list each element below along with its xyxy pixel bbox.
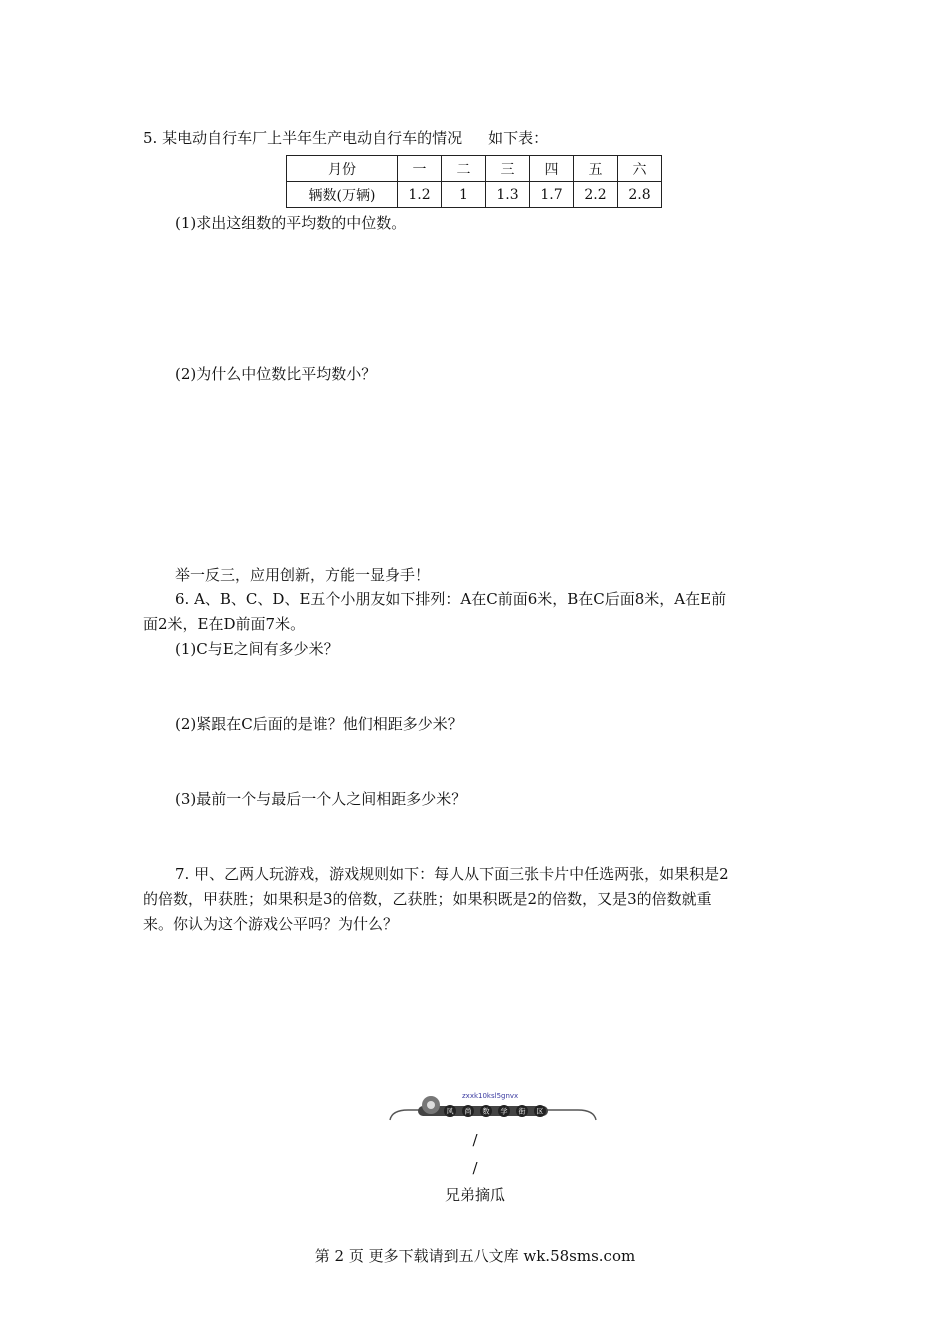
table-cell: 1 [442,182,486,208]
site-logo [388,1088,598,1128]
table-header-cell: 二 [442,156,486,182]
table-cell: 1.2 [398,182,442,208]
production-table [286,155,662,208]
q5-intro [143,128,548,148]
table-header-cell: 月份 [287,156,398,182]
q5-intro-b: 如下表： [488,129,549,147]
table-cell: 辆数(万辆) [287,182,398,208]
q6-sub2: (2)紧跟在C后面的是谁？他们相距多少米？ [175,715,463,733]
table-cell: 1.3 [486,182,530,208]
table-header-row [287,156,662,182]
q6-sub3: (3)最前一个与最后一个人之间相距多少米？ [175,790,467,808]
page-footer: 第 2 页 更多下载请到五八文库 wk.58sms.com [314,1247,636,1265]
q6-line2: 面2米，E在D前面7米。 [143,615,306,633]
logo-small-text: zxxk10ksl5gnvx [462,1092,519,1100]
logo-char: 街 [518,1107,526,1116]
slash-1: / [472,1131,478,1149]
table-header-cell: 五 [574,156,618,182]
logo-char: 数 [482,1107,490,1116]
table-header-cell: 六 [618,156,662,182]
q7-line3: 来。你认为这个游戏公平吗？为什么？ [143,915,399,933]
table-cell: 1.7 [530,182,574,208]
logo-char: 区 [536,1107,544,1116]
logo-char: 风 [446,1107,454,1116]
q6-line1: 6. A、B、C、D、E五个小朋友如下排列：A在C前面6米，B在C后面8米，A在E前 [175,590,727,608]
logo-char: 尚 [464,1107,472,1116]
q7-line2: 的倍数，甲获胜；如果积是3的倍数，乙获胜；如果积既是2的倍数，又是3的倍数就重 [143,890,712,908]
table-header-cell: 三 [486,156,530,182]
q5-sub2: (2)为什么中位数比平均数小？ [175,365,377,383]
section-heading: 举一反三，应用创新，方能一显身手！ [175,566,431,584]
q5-sub1: (1)求出这组数的平均数的中位数。 [175,214,407,232]
q7-line1: 7. 甲、乙两人玩游戏，游戏规则如下：每人从下面三张卡片中任选两张，如果积是2 [175,865,729,883]
q6-sub1: (1)C与E之间有多少米？ [175,640,339,658]
logo-char: 学 [500,1107,508,1116]
table-header-cell: 四 [530,156,574,182]
slash-2: / [472,1159,478,1177]
table-cell: 2.2 [574,182,618,208]
table-row [287,182,662,208]
table-header-cell: 一 [398,156,442,182]
caption: 兄弟摘瓜 [444,1186,505,1204]
table-cell: 2.8 [618,182,662,208]
q5-intro-a: 5. 某电动自行车厂上半年生产电动自行车的情况 [143,129,463,147]
